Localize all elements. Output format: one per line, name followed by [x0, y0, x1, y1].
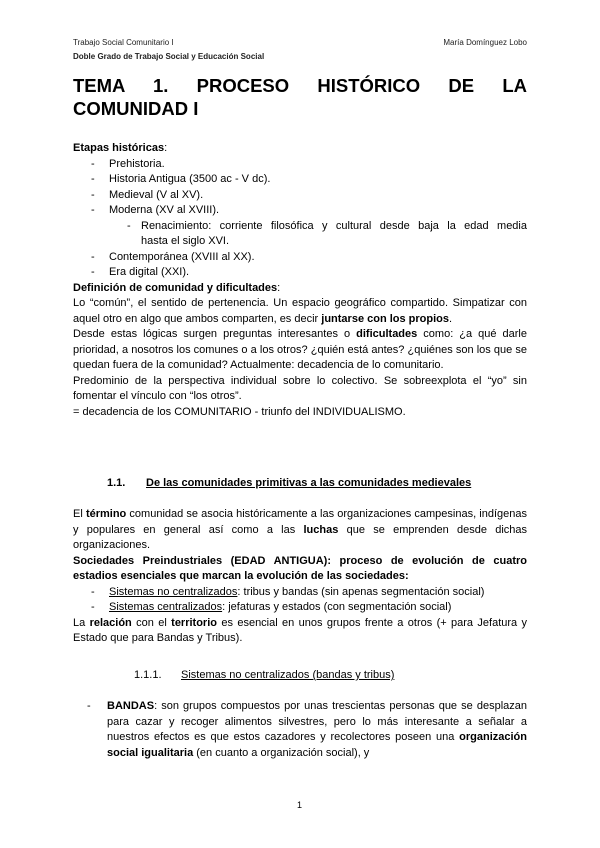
section-1-1-p1: El término comunidad se asocia históricamente a las organizaciones campesinas, indígenas y populares en general así como a las luchas que se emprenden desde dichas organizaciones.: [73, 508, 527, 551]
list-item: - Contemporánea (XVIII al XX).: [91, 250, 255, 263]
list-item: - Prehistoria.: [91, 157, 165, 170]
section-1-1-title: De las comunidades primitivas a las comunidades medievales: [146, 477, 472, 489]
list-item: - Medieval (V al XV).: [91, 188, 204, 201]
section-1-1-list: [73, 585, 527, 616]
bandas-item: - BANDAS: son grupos compuestos por unas trescientas personas que se desplazan para cazar y recoger alimentos silvestres, pero lo más interesante a señalar a nuestros efectos es que estos cazadores y recolectores poseen una organización social igualitaria (en cuanto a organización social), y: [87, 700, 527, 759]
header-degree: Doble Grado de Trabajo Social y Educación Social: [73, 52, 265, 61]
list-item: - Sistemas centralizados: jefaturas y estados (con segmentación social): [91, 601, 452, 613]
header-author: María Domínguez Lobo: [443, 38, 527, 47]
section-1-1-p2: Sociedades Preindustriales (EDAD ANTIGUA): proceso de evolución de cuatro estadios esenciales que marcan la evolución de las sociedades:: [73, 554, 527, 582]
section-1-1-body: [73, 507, 527, 647]
etapas-sub-item: - Renacimiento: corriente filosófica y cultural desde baja la edad media hasta el siglo XVI.: [127, 219, 527, 247]
section-1-1-p3: La relación con el territorio es esencial en unos grupos frente a otros (+ para Jefatura y Estado que para Bandas y Tribus).: [73, 616, 528, 644]
etapas-block: [73, 141, 527, 420]
list-item: - Historia Antigua (3500 ac - V dc).: [91, 173, 271, 185]
list-item: - Era digital (XXI).: [91, 266, 190, 278]
list-item: - Moderna (XV al XVIII).: [91, 204, 220, 216]
list-item: - Sistemas no centralizados: tribus y bandas (sin apenas segmentación social): [91, 585, 485, 598]
etapas-list-after: [73, 250, 527, 281]
page-number: 1: [297, 800, 303, 810]
definicion-p2: Desde estas lógicas surgen preguntas interesantes o dificultades como: ¿a qué darle prioridad, a nosotros los comunes o a los otros? ¿quién está antes? ¿quiénes son los que se quedan fuera de la comunidad? Actualmente: decadencia de lo comunitario.: [73, 328, 527, 371]
etapas-list: [73, 157, 527, 219]
page-title-line1: TEMA 1. PROCESO HISTÓRICO DE LA: [73, 75, 527, 96]
page-title-line2: COMUNIDAD I: [73, 98, 199, 119]
section-1-1-1-title: Sistemas no centralizados (bandas y tribus): [181, 669, 395, 681]
definicion-p4: = decadencia de los COMUNITARIO - triunfo del INDIVIDUALISMO.: [73, 405, 406, 418]
etapas-heading: Etapas históricas:: [73, 142, 168, 154]
section-1-1-1-number: 1.1.1.: [134, 669, 162, 681]
section-1-1-number: 1.1.: [107, 477, 126, 489]
definicion-heading: Definición de comunidad y dificultades:: [73, 281, 281, 294]
definicion-p3: Predominio de la perspectiva individual sobre lo colectivo. Se sobreexplota el “yo” sin fomentar el vínculo con “los otros”.: [73, 374, 527, 402]
definicion-p1: Lo “común”, el sentido de pertenencia. Un espacio geográfico compartido. Simpatizar con aquel otro en algo que ambos comparten, es decir juntarse con los propios.: [73, 297, 527, 325]
header-course: Trabajo Social Comunitario I: [73, 38, 174, 47]
section-1-1-1-body: [73, 699, 527, 761]
